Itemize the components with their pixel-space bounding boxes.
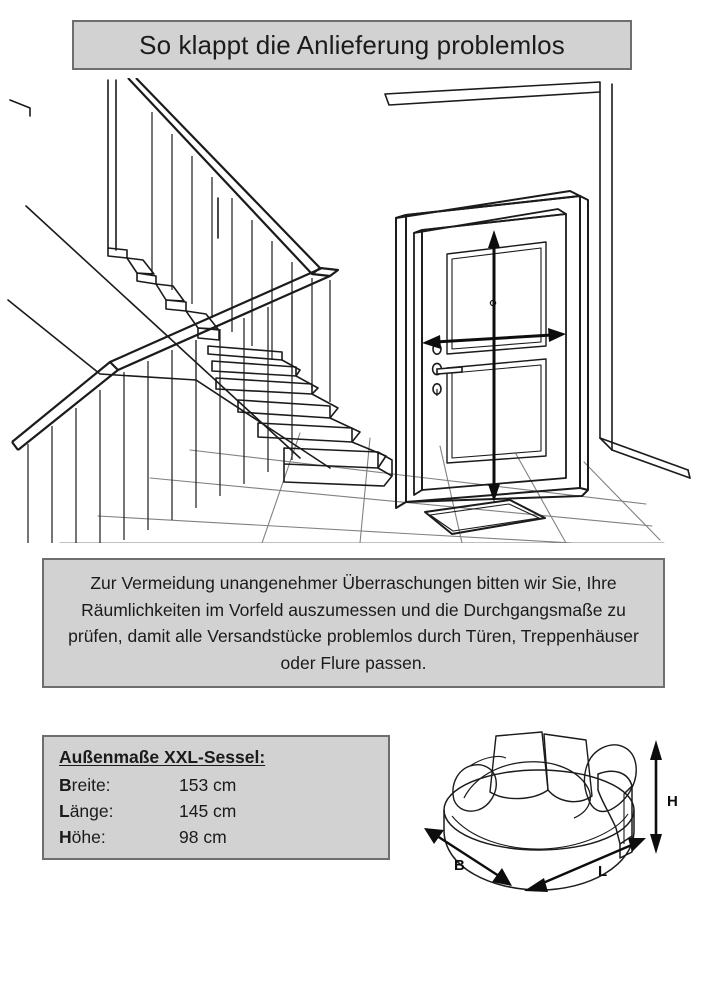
stair-treads bbox=[108, 248, 392, 486]
measuring-notice-panel bbox=[42, 558, 665, 688]
height-dimension-arrow bbox=[650, 740, 678, 854]
table-row bbox=[59, 798, 388, 824]
height-label: H bbox=[667, 793, 678, 810]
title-banner bbox=[72, 20, 632, 70]
handrail bbox=[12, 78, 338, 450]
dimension-value-width: 153 cm bbox=[179, 775, 237, 795]
width-label: B bbox=[454, 857, 465, 874]
dimension-label-width: Breite: bbox=[59, 775, 111, 795]
measuring-notice-text: Zur Vermeidung unangenehmer Überraschungen bitten wir Sie, Ihre Räumlichkeiten im Vorfeld auszumessen und die Durchgangsmaße zu prüfen, damit alle Versandstücke problemlos durch Türen, Treppenhäuser oder Flure passen. bbox=[68, 573, 639, 673]
front-door bbox=[414, 209, 566, 495]
length-dimension-arrow bbox=[524, 838, 646, 892]
height-measure-arrow bbox=[488, 230, 500, 502]
dimension-label-height: Höhe: bbox=[59, 827, 106, 847]
balusters-upper bbox=[152, 112, 330, 402]
table-row bbox=[59, 772, 388, 798]
dimensions-heading: Außenmaße XXL-Sessel: bbox=[59, 747, 266, 767]
dimension-value-length: 145 cm bbox=[179, 801, 237, 821]
chair-cushion-1 bbox=[490, 732, 548, 799]
page-title: So klappt die Anlieferung problemlos bbox=[139, 29, 565, 60]
dimensions-panel bbox=[42, 735, 390, 860]
xxl-chair-dimension-figure bbox=[402, 718, 692, 913]
chair-cushion-2 bbox=[544, 734, 592, 802]
staircase-structure bbox=[8, 80, 330, 468]
doormat bbox=[425, 500, 545, 534]
length-label: L bbox=[598, 863, 608, 880]
dimension-value-height: 98 cm bbox=[179, 827, 227, 847]
dimension-label-length: Länge: bbox=[59, 801, 114, 821]
chair-left-bolster bbox=[453, 756, 506, 811]
table-row bbox=[59, 824, 388, 850]
hallway-illustration bbox=[0, 78, 704, 543]
